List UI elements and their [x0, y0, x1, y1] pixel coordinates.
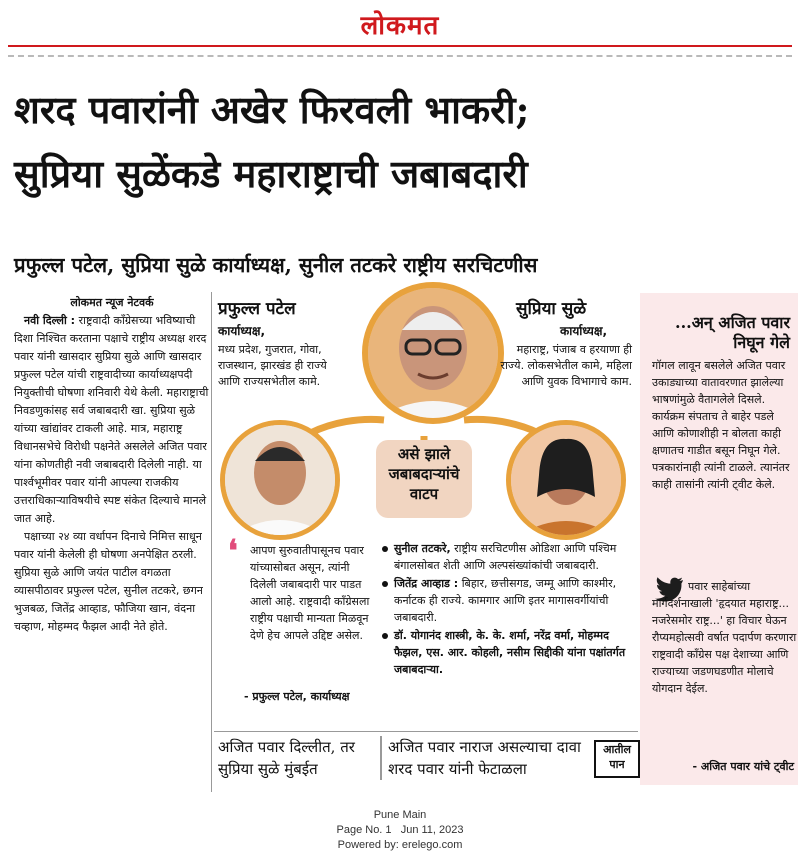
- sharad-pawar-portrait: [362, 282, 504, 424]
- page-footer: [0, 808, 800, 853]
- subheadline: प्रफुल्ल पटेल, सुप्रिया सुळे कार्याध्यक्ष, सुनील तटकरे राष्ट्रीय सरचिटणीस: [14, 253, 538, 277]
- related-story-left[interactable]: अजित पवार दिल्लीत, तर सुप्रिया सुळे मुंबईत: [218, 738, 355, 778]
- sidebar-title: ...अन् अजित पवार निघून गेले: [675, 313, 790, 352]
- left-person-name: प्रफुल्ल पटेल: [218, 299, 296, 319]
- sidebar-tweet-attribution: - अजित पवार यांचे ट्वीट: [692, 760, 794, 773]
- headline-line-2: सुप्रिया सुळेंकडे महाराष्ट्राची जबाबदारी: [14, 151, 528, 196]
- supriya-sule-portrait: [506, 420, 626, 540]
- byline: लोकमत न्यूज नेटवर्क: [70, 296, 154, 309]
- right-person-role: कार्याध्यक्ष,: [560, 324, 608, 338]
- footer-powered-by[interactable]: Powered by: erelego.com: [337, 839, 463, 851]
- allocation-bullets: [382, 540, 630, 679]
- right-person-desc: महाराष्ट्र, पंजाब व हरयाणा ही राज्ये. लोकसभेतील कामे, महिला आणि युवक विभागाचे काम.: [500, 343, 632, 388]
- masthead: [0, 0, 800, 44]
- dashed-divider: [8, 55, 792, 57]
- left-person-desc: मध्य प्रदेश, गुजरात, गोवा, राजस्थान, झारखंड ही राज्ये आणि राज्यसभेतील कामे.: [218, 343, 327, 388]
- article-para-2: पक्षाच्या २४ व्या वर्धापन दिनाचे निमित्त साधून पवार यांनी केलेली ही घोषणा अनपेक्षित ठरली. सुप्रिया सुळे आणि जयंत पाटील वगळता व्यासपीठावर प्रफुल्ल पटेल, सुनील तटकरे, छगन भुजबळ, जितेंद्र आव्हाड, फौजिया खान, वंदना चव्हाण, मोहम्मद फैझल आदी नेते होते.: [14, 530, 203, 633]
- footer-edition: Pune Main: [373, 809, 427, 821]
- left-person-role: कार्याध्यक्ष,: [218, 324, 266, 338]
- headline: [14, 86, 794, 198]
- right-person-name: सुप्रिया सुळे: [516, 299, 587, 319]
- ajit-pawar-sidebar: [640, 293, 798, 785]
- quote-mark-icon: ❛: [228, 534, 238, 569]
- patel-quote: आपण सुरुवातीपासूनच पवार यांच्यासोबत असून, त्यांनी दिलेली जबाबदारी पार पाडत आलो आहे. राष्ट्रवादी काँग्रेसला राष्ट्रीय पक्षाची मान्यता मिळवून देणे हेच आपले उद्दिष्ट असेल.: [250, 544, 370, 642]
- allocation-tag: असे झाले जबाबदाऱ्यांचे वाटप: [376, 440, 472, 518]
- footer-page-date: Page No. 1 Jun 11, 2023: [336, 824, 464, 836]
- praful-patel-portrait: [220, 420, 340, 540]
- related-stories-strip: [214, 731, 638, 784]
- article-column: [14, 294, 210, 636]
- patel-quote-attribution: - प्रफुल्ल पटेल, कार्याध्यक्ष: [244, 690, 350, 703]
- bullet-item-others: डॉ. योगानंद शास्त्री, के. के. शर्मा, नरेंद्र वर्मा, मोहम्मद फैझल, एस. आर. कोहली, नसीम सिद्दीकी यांना पक्षांतर्गत जबाबदाऱ्या.: [382, 627, 630, 678]
- sidebar-text: गॉगल लावून बसलेले अजित पवार उकाड्याच्या वातावरणात झालेल्या भाषणांमुळे वैतागलेले दिसले. कार्यक्रम संपताच ते बाहेर पडले आणि कोणाशीही न बोलता काही क्षणातच गाडीत बसून निघून गेले. पत्रकारांनाही त्यांनी टाळले. त्यानंतर काही तासांनी त्यांनी ट्वीट केले.: [652, 359, 790, 491]
- dateline: नवी दिल्ली :: [24, 314, 76, 327]
- article-para-1: [14, 312, 210, 528]
- masthead-rule: [8, 45, 792, 47]
- headline-line-1: शरद पवारांनी अखेर फिरवली भाकरी;: [14, 87, 530, 132]
- allocation-graphic: [214, 290, 634, 730]
- sidebar-tweet-text: पवार साहेबांच्या मार्गदर्शनाखाली 'हृदयात महाराष्ट्र... नजरेसमोर राष्ट्र...' हा विचार घेऊन रौप्यमहोत्सवी वर्षात पदार्पण करणारा राष्ट्रवादी काँग्रेस पक्ष देशाच्या आणि राज्याच्या जडणघडणीत मोलाचे योगदान देईल.: [652, 580, 797, 695]
- column-divider: [211, 292, 212, 792]
- inside-page-tag[interactable]: आतील पान: [594, 740, 640, 778]
- bullet-item-awhad: जितेंद्र आव्हाड : बिहार, छत्तीसगड, जम्मू आणि काश्मीर, कर्नाटक ही राज्ये. कामगार आणि इतर मागासवर्गीयांची जबाबदारी.: [382, 575, 630, 626]
- bullet-item-tatkare: सुनील तटकरे, राष्ट्रीय सरचिटणीस ओडिशा आणि पश्चिम बंगालसोबत शेती आणि अल्पसंख्यांकांची जबाबदारी.: [382, 540, 630, 574]
- article-para-1-text: राष्ट्रवादी काँग्रेसच्या भविष्याची दिशा निश्चित करताना पक्षाचे राष्ट्रीय अध्यक्ष शरद पवार यांनी खासदार सुप्रिया सुळे आणि खासदार प्रफुल्ल पटेल यांची राष्ट्रवादीच्या कार्याध्यक्षपदी नियुक्तीची घोषणा शनिवारी येथे केली. महाराष्ट्राची निवडणुकांसह सर्व जबाबदारी खा. सुप्रिया सुळे यांच्या खांद्यांवर टाकली आहे. मात्र, महाराष्ट्र विधानसभेचे विरोधी पक्षनेते असलेले अजित पवार यांना कोणतीही नवी जबाबदारी दिलेली नाही. या पार्श्वभूमीवर पवार यांनी आपल्या राजकीय उत्तराधिकाऱ्याविषयीचे स्पष्ट संकेत दिल्याचे मानले जात आहे.: [14, 314, 209, 525]
- related-story-mid[interactable]: अजित पवार नाराज असल्याचा दावा शरद पवार यांनी फेटाळला: [380, 736, 594, 780]
- lokmat-logo: लोकमत: [360, 11, 440, 41]
